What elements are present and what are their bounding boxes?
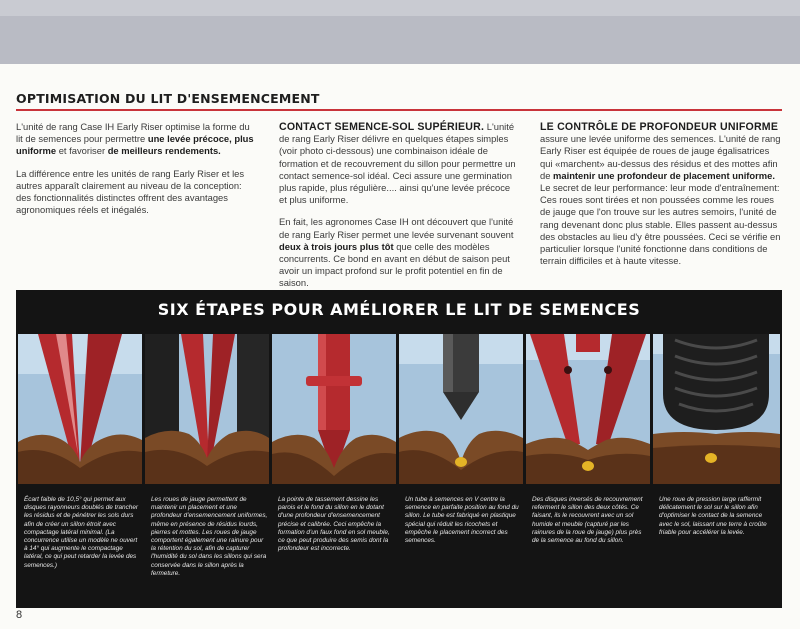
contact-p2-text-c: que celle des modèles concurrents. Ce bond en avant en début de saison peut avoir un impact profond sur le profit potentiel en fin de saison. [279,240,510,289]
step-2-caption: Les roues de jauge permettent de maintenir un placement et une profondeur d'ensemencement uniformes, même en présence de résidus lourds, pierres et mottes. Les roues de jauge comportent également une rainure pour la rétention du sol, afin de capturer l'humidité du sol dans les sillons qui sera conservée dans le sillon après la fermeture. [151,496,268,577]
contact-text: L'unité de rang Early Riser délivre en quelques étapes simples (voir photo ci-dessous) une combinaison idéale de formation et de recouvrement du sillon pour permettre un contact semence-sol idéal. Ceci assure une germination plus rapide, plus régulière.... ainsi qu'une levée précoce et plus uniforme. [279,121,516,206]
depth-column [540,121,782,277]
contact-p2-text-a: En fait, les agronomes Case IH ont découvert que l'unité de rang Early Riser permet une levée survenant souvent [279,216,514,240]
depth-text-a: assure une levée uniforme des semences. L'unité de rang Early Riser est équipée de roues de jauge égalisatrices qui «marchent» au-dessus des résidus et des mottes afin de [540,133,781,181]
step-illustrations [18,334,780,484]
press-wheel-illustration [653,334,780,484]
step-3-illustration [272,334,396,484]
intro-bold-rendements: de meilleurs rendements. [107,145,221,157]
section-title: OPTIMISATION DU LIT D'ENSEMENCEMENT [16,91,320,106]
depth-heading: LE CONTRÔLE DE PROFONDEUR UNIFORME [540,121,779,133]
step-3-caption: La pointe de tassement dessine les parois et le fond du sillon en le dotant d'une profondeur d'ensemencement précise et calibrée. Ceci empêche la formation d'un faux fond en sol meuble, ce que peut produire des semis dont la profondeur est incorrecte. [278,496,390,553]
top-gray-band [0,0,800,64]
step-6-caption: Une roue de pression large raffermit délicatement le sol sur le sillon afin d'optimiser le contact de la semence avec le sol, laissant une terre à croûte friable pour accélérer la levée. [659,496,767,536]
six-steps-panel [16,290,782,608]
contact-column [279,121,517,300]
intro-paragraph-1 [16,121,256,158]
step-5-caption: Des disques inversés de recouvrement referment le sillon des deux côtés. Ce faisant, ils le recouvrent avec un sol humide et meuble (capturé par les rainures de la roue de jauge) plus près de la semence au fond du sillon. [532,496,643,545]
intro-paragraph-2: La différence entre les unités de rang Early Riser et les autres apparaît clairement au niveau de la conception: des fonctionnalités distinctes offrent des avantages agronomiques réels et inégalés. [16,167,245,216]
step-1-illustration [18,334,142,484]
seed-tube-illustration [399,334,523,484]
intro-text-c: et favoriser [56,145,108,157]
step-4-illustration [399,334,523,484]
contact-paragraph-2 [279,216,517,289]
intro-text-a: L'unité de rang Case IH Early Riser optimise la forme du lit de semences pour permettre [16,121,250,145]
depth-paragraph [540,121,782,267]
contact-paragraph-1 [279,121,517,206]
gauge-wheel-illustration [145,334,269,484]
red-divider-rule [16,109,782,111]
firming-point-illustration [272,334,396,484]
page-number: 8 [16,609,23,621]
contact-p2-bold: deux à trois jours plus tôt [279,240,394,252]
step-4-caption: Un tube à semences en V centre la semence en parfaite position au fond du sillon. Le tube est fabriqué en plastique spécial qui réduit les ricochets et empêche le placement incorrect des semences. [405,496,519,545]
closing-discs-illustration [526,334,650,484]
panel-title: SIX ÉTAPES POUR AMÉLIORER LE LIT DE SEMENCES [157,300,641,319]
contact-heading: CONTACT SEMENCE-SOL SUPÉRIEUR. [279,121,485,133]
intro-bold-levee: une levée précoce, plus uniforme [16,133,254,157]
double-disc-opener-illustration [18,334,142,484]
step-2-illustration [145,334,269,484]
top-band-shade [0,0,800,16]
step-1-caption: Écart faible de 10,5° qui permet aux disques rayonneurs doublés de trancher les résidus et de pénétrer les sols durs afin de créer un sillon étroit avec compactage latéral minimal. (La concurrence utilise un modèle ne ouvert à 14° qui augmente le compactage latéral, ce qui peut retarder la levée des semences.) [24,496,139,569]
depth-text-c: Le secret de leur performance: leur mode d'entraînement: Ces roues sont tirées et non poussées comme les roues de jauge que l'on trouve sur les autres semoirs, l'unité de rang devenant donc plus stable. Elles passent au-dessus des obstacles au lieu d'y être poussées. Ceci se vérifie en particulier lorsque l'unité fonctionne dans conditions de terrain difficiles et à haute vitesse. [540,182,781,267]
intro-column [16,121,256,226]
step-6-illustration [653,334,780,484]
step-5-illustration [526,334,650,484]
depth-bold: maintenir une profondeur de placement uniforme. [553,169,775,181]
